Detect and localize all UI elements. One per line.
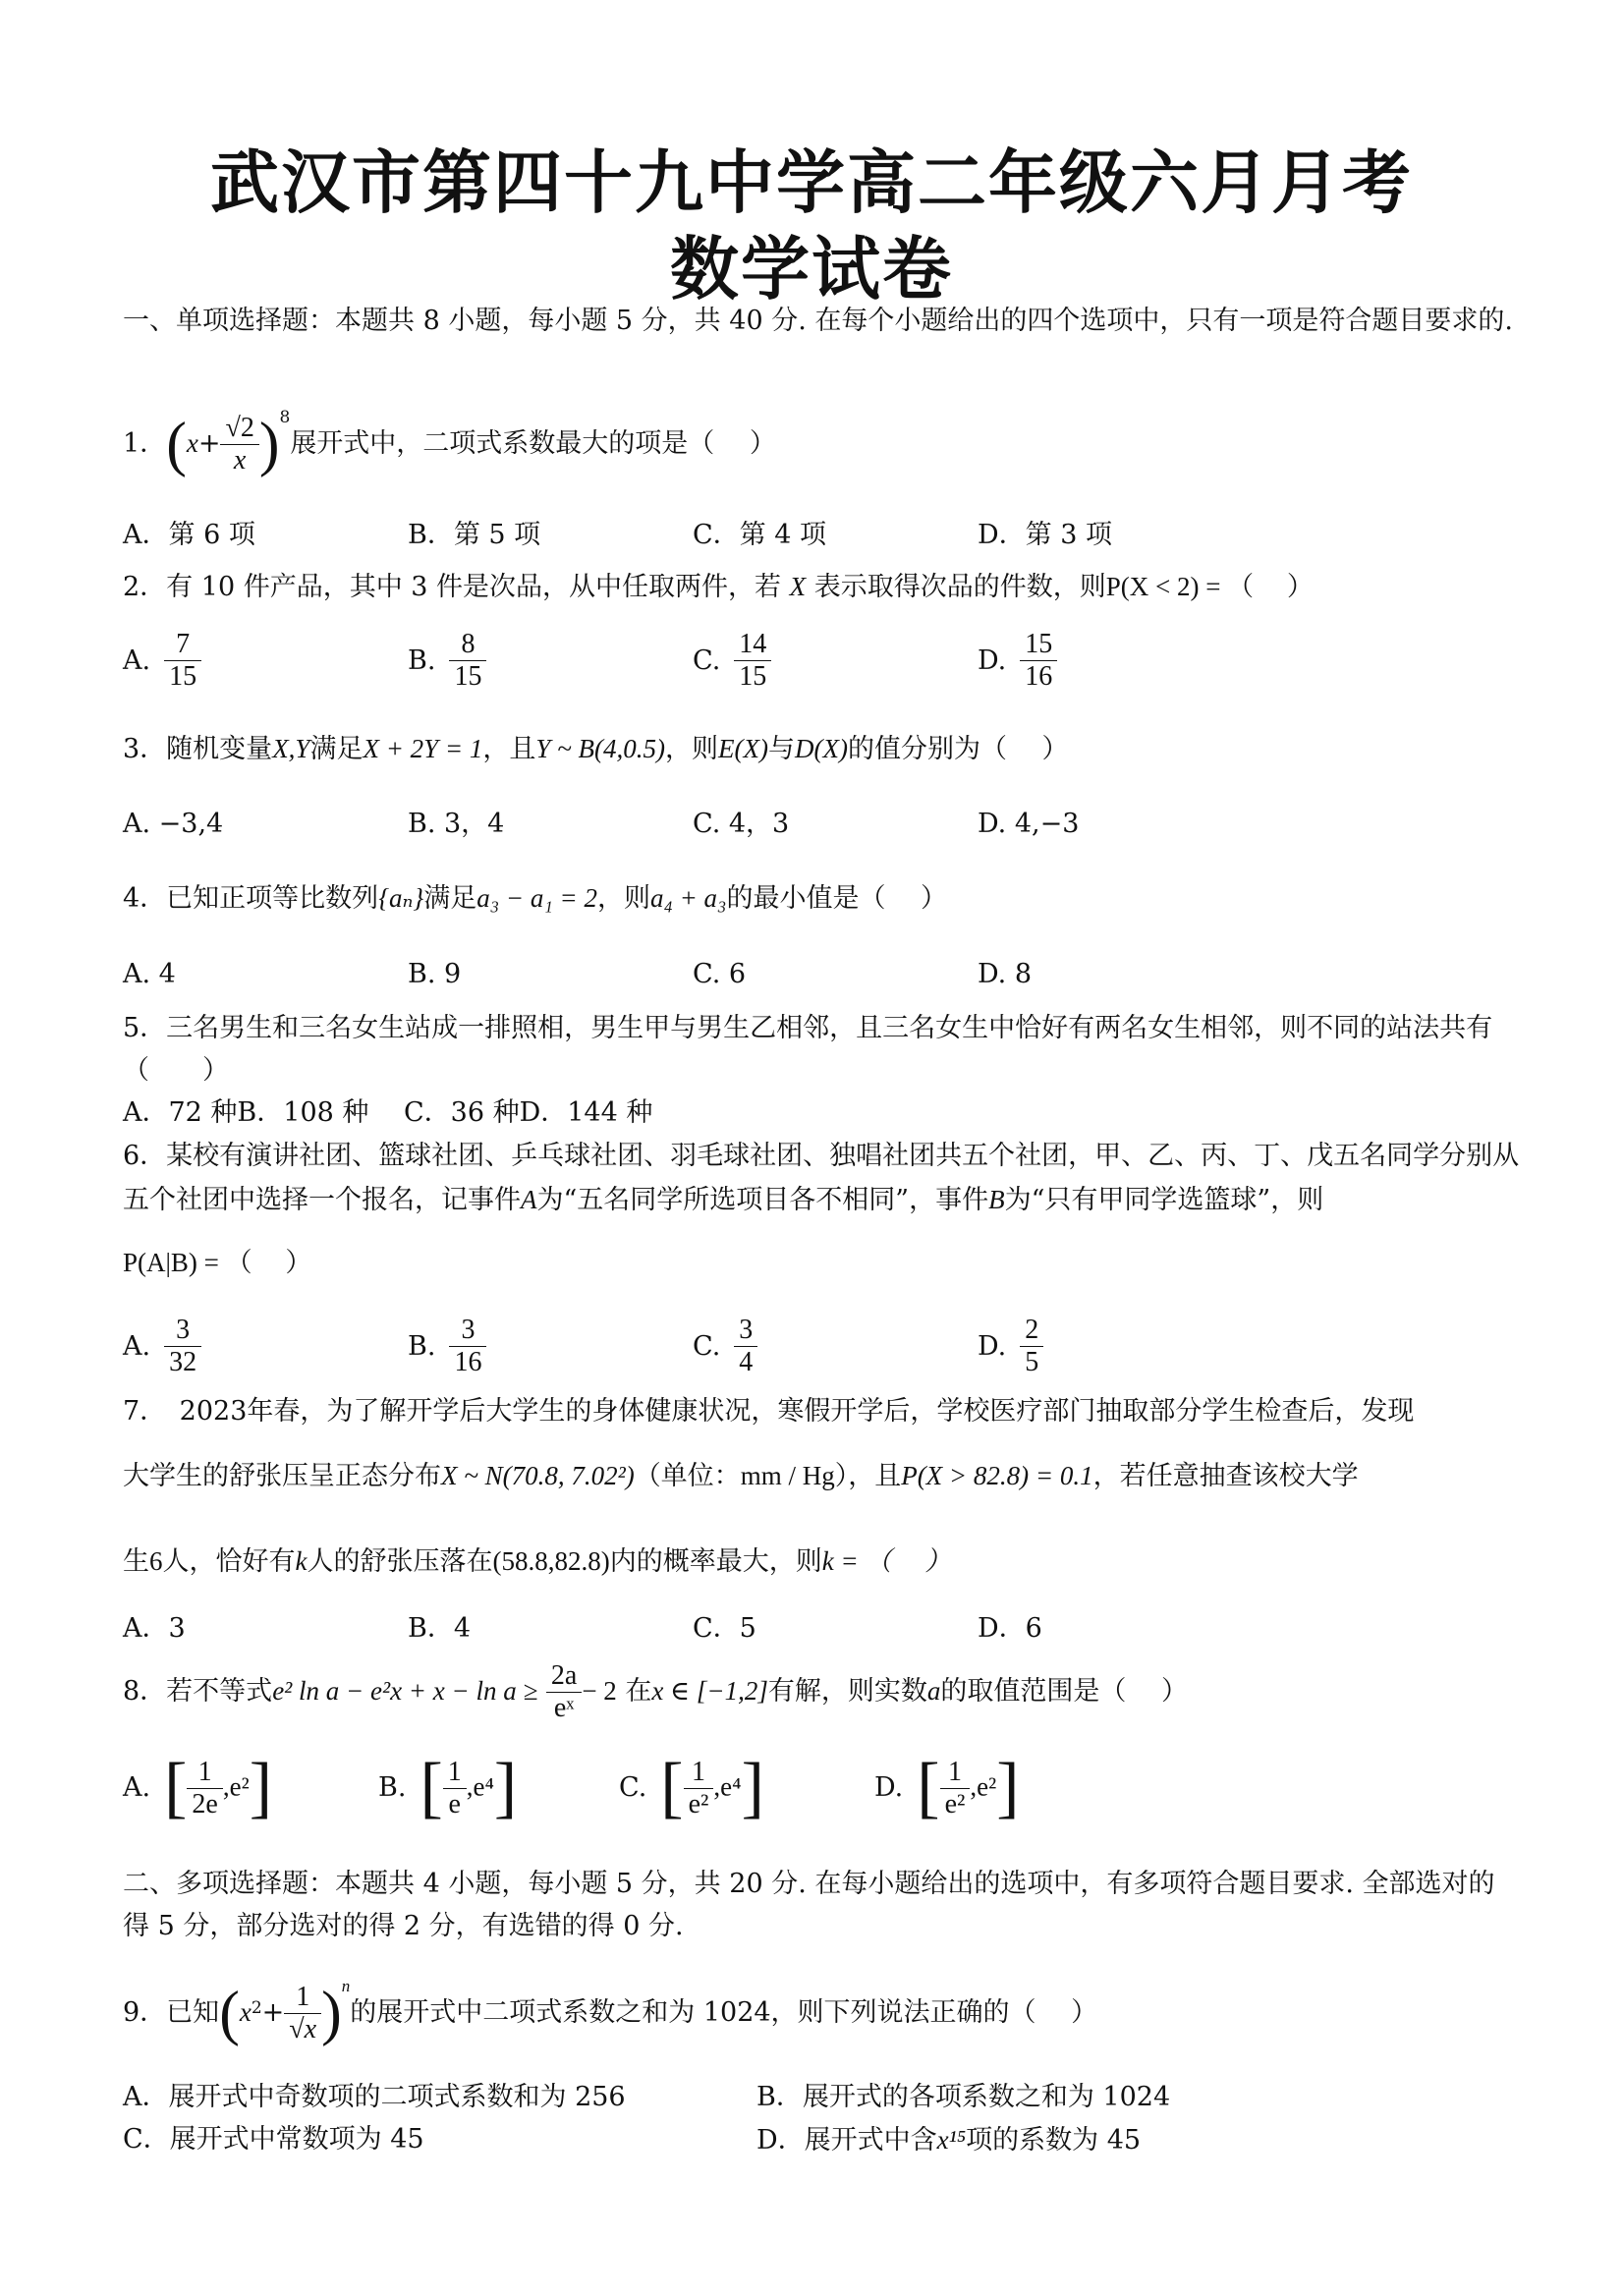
q6-option-c: C. $\frac{3}{4}$ bbox=[693, 1315, 757, 1378]
question-3: 3．随机变量X,Y满足X + 2Y = 1，且Y ~ B(4,0.5)，则E(X)与D(X)的值分别为（ ） bbox=[123, 734, 1069, 764]
exam-title: 武汉市第四十九中学高二年级六月月考 bbox=[210, 142, 1413, 223]
q3-option-b: B. 3，4 bbox=[408, 809, 505, 839]
question-5: 5．三名男生和三名女生站成一排照相，男生甲与男生乙相邻，且三名女生中恰好有两名女生相邻，则不同的站法共有（ ） bbox=[123, 1013, 1493, 1086]
q9-option-d: D．展开式中含x¹⁵项的系数为 45 bbox=[756, 2125, 1142, 2156]
q6-option-b: B. $\frac{3}{16}$ bbox=[408, 1315, 486, 1378]
exam-subtitle: 数学试卷 bbox=[670, 229, 953, 309]
question-9: 9．已知($x^2+$ $\frac{1}{√x}$ )$^n$的展开式中二项式系数之和为 1024，则下列说法正确的（ ） bbox=[123, 1977, 1098, 2047]
q1-option-d: D．第 3 项 bbox=[978, 520, 1112, 550]
q7-option-b: B．4 bbox=[408, 1613, 472, 1644]
q7-option-c: C．5 bbox=[693, 1613, 756, 1644]
q3-option-d: D. 4,−3 bbox=[978, 809, 1080, 839]
q9-expression: ($x^2+$ $\frac{1}{√x}$ )$^n$ bbox=[219, 1977, 351, 2047]
question-7-line2: 大学生的舒张压呈正态分布X ~ N(70.8, 7.02²)（单位：mm / Hg），且P(X > 82.8) = 0.1，若任意抽查该校大学 bbox=[123, 1461, 1359, 1491]
section-two-heading: 二、多项选择题：本题共 4 小题，每小题 5 分，共 20 分. 在每小题给出的选项中，有多项符合题目要求. 全部选对的得 5 分，部分选对的得 2 分，有选错的得 0 分. bbox=[123, 1869, 1495, 1941]
q2-option-c: C. $\frac{14}{15}$ bbox=[693, 629, 771, 693]
question-4: 4．已知正项等比数列{aₙ}满足a₃ − a₁ = 2，则a₄ + a₃的最小值是（ ） bbox=[123, 883, 948, 914]
question-text-cont: 表示取得次品的件数，则 bbox=[813, 572, 1106, 602]
q1-option-a: A．第 6 项 bbox=[123, 520, 255, 550]
q4-option-b: B. 9 bbox=[408, 959, 462, 989]
question-6-line2: 五个社团中选择一个报名，记事件A为“五名同学所选项目各不相同”，事件B为“只有甲同学选篮球”，则 bbox=[123, 1185, 1324, 1215]
question-text: 2．有 10 件产品，其中 3 件是次品，从中任取两件，若 bbox=[123, 572, 782, 602]
q6-option-d: D. $\frac{2}{5}$ bbox=[978, 1315, 1043, 1378]
section-one-heading: 一、单项选择题：本题共 8 小题，每小题 5 分，共 40 分. 在每个小题给出的四个选项中，只有一项是符合题目要求的. bbox=[123, 306, 1513, 336]
q1-option-b: B．第 5 项 bbox=[408, 520, 541, 550]
question-number: 1． bbox=[123, 428, 167, 459]
q8-option-c: C. [ $\frac{1}{\text{e²}}$ ,e⁴] bbox=[619, 1750, 764, 1825]
question-2: 2．有 10 件产品，其中 3 件是次品，从中任取两件，若 X 表示取得次品的件数，则P(X < 2) = （ ） bbox=[123, 572, 1314, 602]
q8-option-d: D. [ $\frac{1}{\text{e²}}$ ,e²] bbox=[874, 1750, 1020, 1825]
q5-options: A．72 种B．108 种 C．36 种D．144 种 bbox=[123, 1097, 653, 1128]
q9-option-c: C．展开式中常数项为 45 bbox=[123, 2124, 424, 2155]
q2-option-d: D. $\frac{15}{16}$ bbox=[978, 629, 1057, 693]
q9-option-a: A．展开式中奇数项的二项式系数和为 256 bbox=[123, 2082, 626, 2112]
q4-option-d: D. 8 bbox=[978, 959, 1033, 989]
q4-option-c: C. 6 bbox=[693, 959, 747, 989]
question-1 bbox=[123, 401, 776, 476]
question-text: 展开式中，二项式系数最大的项是（ ） bbox=[290, 428, 776, 459]
q7-option-d: D．6 bbox=[978, 1613, 1042, 1644]
q4-option-a: A. 4 bbox=[123, 959, 176, 989]
q7-option-a: A．3 bbox=[123, 1613, 186, 1644]
q3-option-a: A. −3,4 bbox=[123, 809, 224, 839]
question-8: 8．若不等式e² ln a − e²x + x − ln a ≥ $\frac{2a}{\text{eˣ}}$ − 2 在x ∈ [−1,2]有解，则实数a的取值范围是（ ） bbox=[123, 1660, 1188, 1723]
q2-expression: P(X < 2) = （ ） bbox=[1105, 572, 1314, 601]
question-6-line1: 6．某校有演讲社团、篮球社团、乒乓球社团、羽毛球社团、独唱社团共五个社团，甲、乙、丙、丁、戊五名同学分别从 bbox=[123, 1141, 1520, 1171]
question-7-line1: 7． 2023年春，为了解开学后大学生的身体健康状况，寒假开学后，学校医疗部门抽取部分学生检查后，发现 bbox=[123, 1396, 1415, 1427]
q6-option-a: A. $\frac{3}{32}$ bbox=[123, 1315, 201, 1378]
q2-option-b: B. $\frac{8}{15}$ bbox=[408, 629, 486, 693]
q2-option-a: A. $\frac{7}{15}$ bbox=[123, 629, 201, 693]
q8-option-b: B. [ $\frac{1}{e}$ ,e⁴] bbox=[378, 1750, 518, 1825]
q9-option-b: B．展开式的各项系数之和为 1024 bbox=[756, 2082, 1171, 2112]
question-7-line3: 生6人，恰好有k人的舒张压落在(58.8,82.8)内的概率最大，则k = （ ） bbox=[123, 1546, 952, 1577]
q3-option-c: C. 4，3 bbox=[693, 809, 790, 839]
q1-option-c: C．第 4 项 bbox=[693, 520, 827, 550]
q1-expression: (x+ $\frac{√2}{x}$ )$^8$ bbox=[166, 408, 291, 478]
question-6-line3: P(A|B) = （ ） bbox=[123, 1248, 312, 1277]
q8-option-a: A. [ $\frac{1}{2e}$ ,e²] bbox=[123, 1750, 272, 1825]
